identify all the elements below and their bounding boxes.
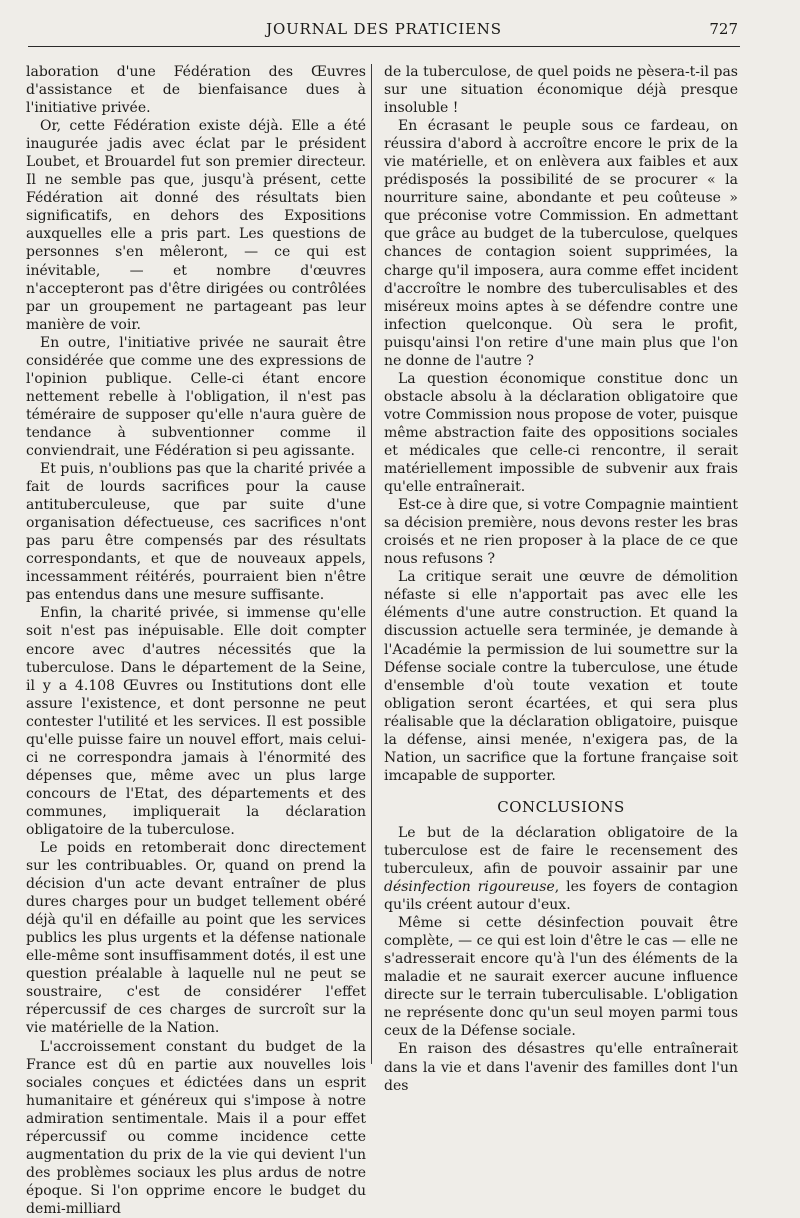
- paragraph: Le poids en retomberait donc directement sur les contribuables. Or, quand on prend la décision d'un acte devant entraîner de plus dures charges pour un budget tellement obéré déjà qu'il en défaille au point que les services publics les plus urgents et la défense nationale elle-même sont insuffisamment dotés, il est une question préalable à laquelle nul ne peut se soustraire, c'est de considérer l'effet répercussif de ces charges de surcroît sur la vie matérielle de la Nation.: [26, 840, 366, 1037]
- column-divider: [371, 64, 372, 1064]
- text-run: , les foyers de contagion qu'ils créent autour d'eux.: [384, 879, 738, 914]
- right-column: [384, 63, 738, 1095]
- conclusion-paragraph: [384, 824, 738, 914]
- paragraph: Enfin, la charité privée, si immense qu'elle soit n'est pas inépuisable. Elle doit compter encore avec d'autres nécessités que la tuberculose. Dans le département de la Seine, il y a 4.108 Œuvres ou Institutions dont elle assure l'existence, et dont personne ne peut contester l'utilité et les services. Il est possible qu'elle puisse faire un nouvel effort, mais celui-ci ne correspondra jamais à l'énormité des dépenses que, même avec un plus large concours de l'Etat, des départements et des communes, impliquerait la déclaration obligatoire de la tuberculose.: [26, 605, 366, 838]
- running-header: [28, 18, 740, 47]
- paragraph: Or, cette Fédération existe déjà. Elle a été inaugurée jadis avec éclat par le président Loubet, et Brouardel fut son premier directeur. Il ne semble pas que, jusqu'à présent, cette Fédération ait donné des résultats bien significatifs, en dehors des Expositions auxquelles elle a pris part. Les questions de personnes s'en mêleront, — ce qui est inévitable, — et nombre d'œuvres n'accepteront pas d'être dirigées ou contrôlées par un groupement ne partageant pas leur manière de voir.: [26, 118, 366, 333]
- paragraph: En écrasant le peuple sous ce fardeau, on réussira d'abord à accroître encore le prix de la vie matérielle, et on enlèvera aux faibles et aux prédisposés la possibilité de se procurer « la nourriture saine, abondante et peu coûteuse » que préconise votre Commission. En admettant que grâce au budget de la tuberculose, quelques chances de contagion soient supprimées, la charge qu'il imposera, aura comme effet incident d'accroître le nombre des tuberculisables et des miséreux moins aptes à se défendre contre une infection quelconque. Où sera le profit, puisqu'ainsi l'on retire d'une main plus que l'on ne donne de l'autre ?: [384, 118, 738, 369]
- text-run: Le but de la déclaration obligatoire de la tuberculose est de faire le recensement des tuberculeux, afin de pouvoir assainir par une: [384, 824, 738, 878]
- conclusion-paragraph: Même si cette désinfection pouvait être complète, — ce qui est loin d'être le cas — elle ne s'adresserait encore qu'à l'un des éléments de la maladie et ne saurait exercer aucune influence directe sur le terrain tuberculisable. L'obligation ne représente donc qu'un seul moyen parmi tous ceux de la Défense sociale.: [384, 915, 738, 1040]
- italic-text: désinfection rigoureuse: [384, 879, 555, 896]
- journal-title: JOURNAL DES PRATICIENS: [266, 20, 502, 38]
- page-number: 727: [709, 20, 738, 38]
- conclusions-heading: CONCLUSIONS: [497, 797, 625, 816]
- paragraph: La question économique constitue donc un obstacle absolu à la déclaration obligatoire que votre Commission nous propose de voter, puisque même abstraction faite des oppositions sociales et médicales que celle-ci rencontre, il serait matériellement impossible de subvenir aux frais qu'elle entraînerait.: [384, 370, 738, 496]
- paragraph: laboration d'une Fédération des Œuvres d'assistance et de bienfaisance dues à l'initiative privée.: [26, 64, 366, 117]
- paragraph: Est-ce à dire que, si votre Compagnie maintient sa décision première, nous devons rester les bras croisés et ne rien proposer à la place de ce que nous refusons ?: [384, 497, 738, 568]
- paragraph: La critique serait une œuvre de démolition néfaste si elle n'apportait pas avec elle les éléments d'une autre construction. Et quand la discussion actuelle sera terminée, je demande à l'Académie la permission de lui soumettre sur la Défense sociale contre la tuberculose, une étude d'ensemble d'où toute vexation et toute obligation seront écartées, et qui sera plus réalisable que la déclaration obligatoire, puisque la défense, ainsi menée, n'exigera pas, de la Nation, un sacrifice que la fortune française soit imcapable de supporter.: [384, 569, 738, 784]
- paragraph: En outre, l'initiative privée ne saurait être considérée que comme une des expressions de l'opinion publique. Celle-ci étant encore nettement rebelle à l'obligation, il n'est pas téméraire de supposer qu'elle n'aura guère de tendance à subventionner comme il conviendrait, une Fédération si peu agissante.: [26, 334, 366, 459]
- conclusion-paragraph: En raison des désastres qu'elle entraînerait dans la vie et dans l'avenir des familles dont l'un des: [384, 1041, 738, 1094]
- paragraph: de la tuberculose, de quel poids ne pèsera-t-il pas sur une situation économique déjà presque insoluble !: [384, 64, 738, 117]
- left-column: [26, 63, 366, 1218]
- paragraph: L'accroissement constant du budget de la France est dû en partie aux nouvelles lois sociales conçues et édictées dans un esprit humanitaire et généreux qui s'impose à notre admiration sentimentale. Mais il a pour effet répercussif ou comme incidence cette augmentation du prix de la vie qui devient l'un des problèmes sociaux les plus ardus de notre époque. Si l'on opprime encore le budget du demi-milliard: [26, 1038, 366, 1217]
- paragraph: Et puis, n'oublions pas que la charité privée a fait de lourds sacrifices pour la cause antituberculeuse, que par suite d'une organisation défectueuse, ces sacrifices n'ont pas paru être compensés par des résultats correspondants, et que de nouveaux appels, incessamment réitérés, pourraient bien n'être pas entendus dans une mesure suffisante.: [26, 461, 366, 604]
